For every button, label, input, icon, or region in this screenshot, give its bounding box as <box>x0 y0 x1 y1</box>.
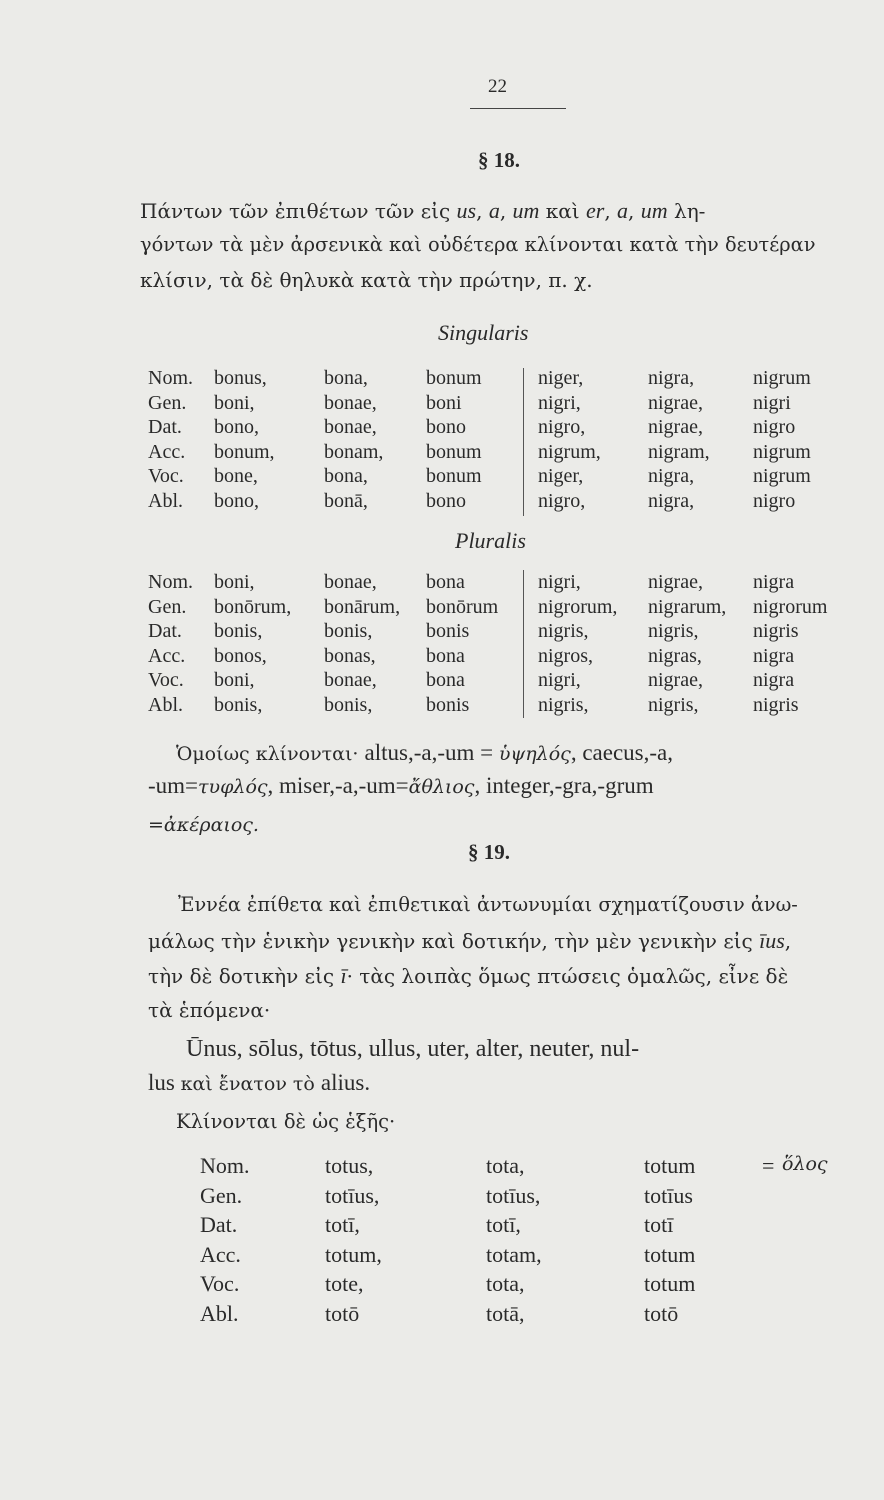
neut-form: bono <box>426 416 466 438</box>
neut-form: bonis <box>426 693 470 716</box>
fem-form-2: nigram, <box>648 440 710 463</box>
fem-form: bonā, <box>324 489 368 512</box>
neut-form: totīus <box>644 1182 693 1208</box>
singular-divider <box>523 368 524 516</box>
fem-form: bonae, <box>324 571 377 593</box>
neut-form-2: nigra <box>753 571 795 593</box>
fem-form-2: nigris, <box>648 693 699 716</box>
ending-er: er <box>586 198 605 223</box>
intro-18-line-1 <box>140 198 705 224</box>
page-number: 22 <box>488 76 507 97</box>
neut-form-2: nigrorum <box>753 595 828 618</box>
neut-form: totum <box>644 1153 696 1178</box>
masc-form-2: nigris, <box>538 693 589 716</box>
fem-form-2: nigrarum, <box>648 595 727 618</box>
equals-sign: = <box>762 1153 775 1178</box>
fem-form-2: nigrae, <box>648 391 703 414</box>
neut-form-2: nigra <box>753 669 795 691</box>
masc-form: bono, <box>214 489 259 512</box>
fem-form: bonae, <box>324 669 377 691</box>
ending-us: us <box>456 198 477 223</box>
comma: , <box>628 199 641 223</box>
neut-form: totī <box>644 1212 674 1237</box>
similar-miser: , miser,-a,-um= <box>267 773 409 798</box>
fem-form: bonis, <box>324 693 373 716</box>
neut-form: totō <box>644 1300 679 1326</box>
neut-form-2: nigrum <box>753 465 811 487</box>
comma: , <box>499 199 513 223</box>
masc-form: tote, <box>325 1271 364 1296</box>
case-label: Abl. <box>200 1300 239 1326</box>
singularis-heading: Singularis <box>438 320 529 345</box>
masc-form-2: nigro, <box>538 489 586 512</box>
fem-form-2: nigrae, <box>648 571 703 593</box>
fem-form: bonis, <box>324 620 373 642</box>
masc-form-2: nigros, <box>538 644 593 667</box>
masc-form-2: niger, <box>538 465 584 487</box>
fem-form-2: nigra, <box>648 465 695 487</box>
case-label: Nom. <box>200 1153 250 1178</box>
comma: , <box>476 199 489 223</box>
intro-18-text-a: Πάντων τῶν ἐπιθέτων τῶν εἰς <box>140 199 457 223</box>
masc-form: boni, <box>214 391 255 414</box>
similar-intro: Ὁμοίως κλίνονται· <box>176 743 365 765</box>
masc-form: totīus, <box>325 1182 380 1208</box>
comma: , <box>604 199 618 223</box>
ending-a: a <box>617 198 629 223</box>
neut-form-2: nigra <box>753 644 795 667</box>
intro-19-line-3 <box>148 963 788 989</box>
intro-18-line-2: γόντων τὰ μὲν ἀρσενικὰ καὶ οὐδέτερα κλίνονται κατὰ τὴν δευτέραν <box>140 233 816 256</box>
similar-altus-greek: ὑψηλός <box>498 743 571 765</box>
case-label: Acc. <box>148 644 186 667</box>
case-label: Dat. <box>148 620 182 642</box>
masc-form-2: nigro, <box>538 416 586 438</box>
intro-18-text-kai: καὶ <box>539 199 586 223</box>
neut-form-2: nigro <box>753 416 796 438</box>
fem-form-2: nigris, <box>648 620 699 642</box>
greek-gloss: ὅλος <box>782 1153 828 1175</box>
fem-form: totī, <box>486 1212 521 1237</box>
ending-um: um <box>512 198 540 223</box>
masc-form-2: nigri, <box>538 391 581 414</box>
masc-form: bono, <box>214 416 259 438</box>
masc-form-2: nigri, <box>538 669 581 691</box>
fem-form: tota, <box>486 1153 525 1178</box>
neut-form: bonum <box>426 440 482 463</box>
masc-form: boni, <box>214 669 255 691</box>
similar-caecus-greek: τυφλός <box>198 776 268 798</box>
similar-line-2 <box>148 773 654 799</box>
neut-form-2: nigrum <box>753 367 811 389</box>
neut-form: bona <box>426 669 465 691</box>
word-lus: lus <box>148 1070 181 1095</box>
similar-um: -um= <box>148 773 199 798</box>
fem-form: bonas, <box>324 644 376 667</box>
intro-18-text-end: λη- <box>667 199 706 223</box>
neut-form-2: nigrum <box>753 440 811 463</box>
fem-form-2: nigra, <box>648 367 695 389</box>
ending-um: um <box>640 198 668 223</box>
masc-form-2: nigrum, <box>538 440 601 463</box>
fem-form-2: nigrae, <box>648 416 703 438</box>
case-label: Nom. <box>148 571 193 593</box>
declined-heading: Κλίνονται δὲ ὡς ἑξῆς· <box>176 1110 396 1133</box>
neut-form: bona <box>426 571 465 593</box>
nine-words-greek: καὶ ἔνατον τὸ <box>180 1073 321 1095</box>
similar-integer: , integer,-gra,-grum <box>474 773 654 798</box>
masc-form: totus, <box>325 1153 374 1178</box>
section-18-heading: § 18. <box>478 148 520 172</box>
case-label: Gen. <box>148 595 187 618</box>
ending-a: a <box>488 198 500 223</box>
case-label: Nom. <box>148 367 193 389</box>
case-label: Acc. <box>148 440 186 463</box>
nine-words-line-1: Ūnus, sōlus, tōtus, ullus, uter, alter, neuter, nul- <box>186 1036 640 1062</box>
masc-form: bonus, <box>214 367 267 389</box>
similar-altus: altus,-a,-um = <box>364 740 499 765</box>
neut-form: bonis <box>426 620 470 642</box>
intro-19-text-c: · τὰς λοιπὰς ὅμως πτώσεις ὁμαλῶς, εἶνε δὲ <box>346 964 789 988</box>
fem-form: bonae, <box>324 391 377 414</box>
intro-18-line-3: κλίσιν, τὰ δὲ θηλυκὰ κατὰ τὴν πρώτην, π. χ. <box>140 268 593 292</box>
case-label: Voc. <box>200 1271 240 1296</box>
neut-form: totum <box>644 1241 696 1267</box>
masc-form: bonos, <box>214 644 267 667</box>
masc-form-2: nigrorum, <box>538 595 618 618</box>
masc-form-2: nigris, <box>538 620 589 642</box>
case-label: Acc. <box>200 1241 241 1267</box>
intro-19-text-a: μάλως τὴν ἑνικὴν γενικὴν καὶ δοτικήν, τὴν μὲν γενικὴν εἰς <box>148 929 760 953</box>
masc-form: bonis, <box>214 620 263 642</box>
case-label: Dat. <box>148 416 182 438</box>
nine-words-line-2 <box>148 1070 370 1096</box>
case-label: Voc. <box>148 669 184 691</box>
neut-form: totum <box>644 1271 696 1296</box>
similar-line-3 <box>148 812 259 836</box>
fem-form: totīus, <box>486 1182 541 1208</box>
neut-form: bonum <box>426 367 482 389</box>
fem-form: bonae, <box>324 416 377 438</box>
fem-form: tota, <box>486 1271 525 1296</box>
plural-divider <box>523 570 524 718</box>
masc-form: bone, <box>214 465 258 487</box>
intro-19-text-b: τὴν δὲ δοτικὴν εἰς <box>148 964 341 988</box>
neut-form: boni <box>426 391 462 414</box>
pluralis-heading: Pluralis <box>455 528 526 553</box>
similar-line-1 <box>176 740 673 766</box>
fem-form: totam, <box>486 1241 542 1267</box>
case-label: Gen. <box>148 391 187 414</box>
ending-i: ī <box>340 963 347 988</box>
case-label: Abl. <box>148 693 183 716</box>
intro-19-line-1: Ἐννέα ἐπίθετα καὶ ἐπιθετικαὶ ἀντωνυμίαι σχηματίζουσιν ἀνω- <box>178 893 798 916</box>
fem-form: bona, <box>324 367 368 389</box>
neut-form: bonum <box>426 465 482 487</box>
masc-form: bonum, <box>214 440 275 463</box>
fem-form-2: nigra, <box>648 489 695 512</box>
masc-form: totō <box>325 1300 360 1326</box>
masc-form-2: nigri, <box>538 571 581 593</box>
neut-form-2: nigris <box>753 620 799 642</box>
case-label: Dat. <box>200 1212 238 1237</box>
fem-form: bonam, <box>324 440 384 463</box>
neut-form: bona <box>426 644 465 667</box>
intro-19-line-2 <box>148 928 791 954</box>
neut-form-2: nigris <box>753 693 799 716</box>
masc-form: bonis, <box>214 693 263 716</box>
neut-form: bono <box>426 489 466 512</box>
case-label: Gen. <box>200 1182 243 1208</box>
masc-form: totum, <box>325 1241 382 1267</box>
word-alius: alius. <box>320 1070 371 1095</box>
similar-integer-greek: =ἀκέραιος. <box>148 814 259 836</box>
masc-form: boni, <box>214 571 255 593</box>
section-19-heading: § 19. <box>468 840 510 864</box>
case-label: Abl. <box>148 489 183 512</box>
masc-form: bonōrum, <box>214 595 292 618</box>
fem-form: bona, <box>324 465 368 487</box>
similar-caecus: , caecus,-a, <box>570 740 673 765</box>
masc-form-2: niger, <box>538 367 584 389</box>
fem-form-2: nigrae, <box>648 669 703 691</box>
intro-19-line-4: τὰ ἑπόμενα· <box>148 998 271 1022</box>
ending-ius: īus <box>759 928 785 953</box>
neut-form-2: nigro <box>753 489 796 512</box>
similar-miser-greek: ἄθλιος <box>408 776 475 798</box>
fem-form: totā, <box>486 1300 525 1326</box>
neut-form-2: nigri <box>753 391 791 414</box>
case-label: Voc. <box>148 465 184 487</box>
neut-form: bonōrum <box>426 595 499 618</box>
page-number-rule <box>470 108 566 109</box>
fem-form-2: nigras, <box>648 644 702 667</box>
fem-form: bonārum, <box>324 595 401 618</box>
masc-form: totī, <box>325 1212 360 1237</box>
comma: , <box>784 929 792 953</box>
